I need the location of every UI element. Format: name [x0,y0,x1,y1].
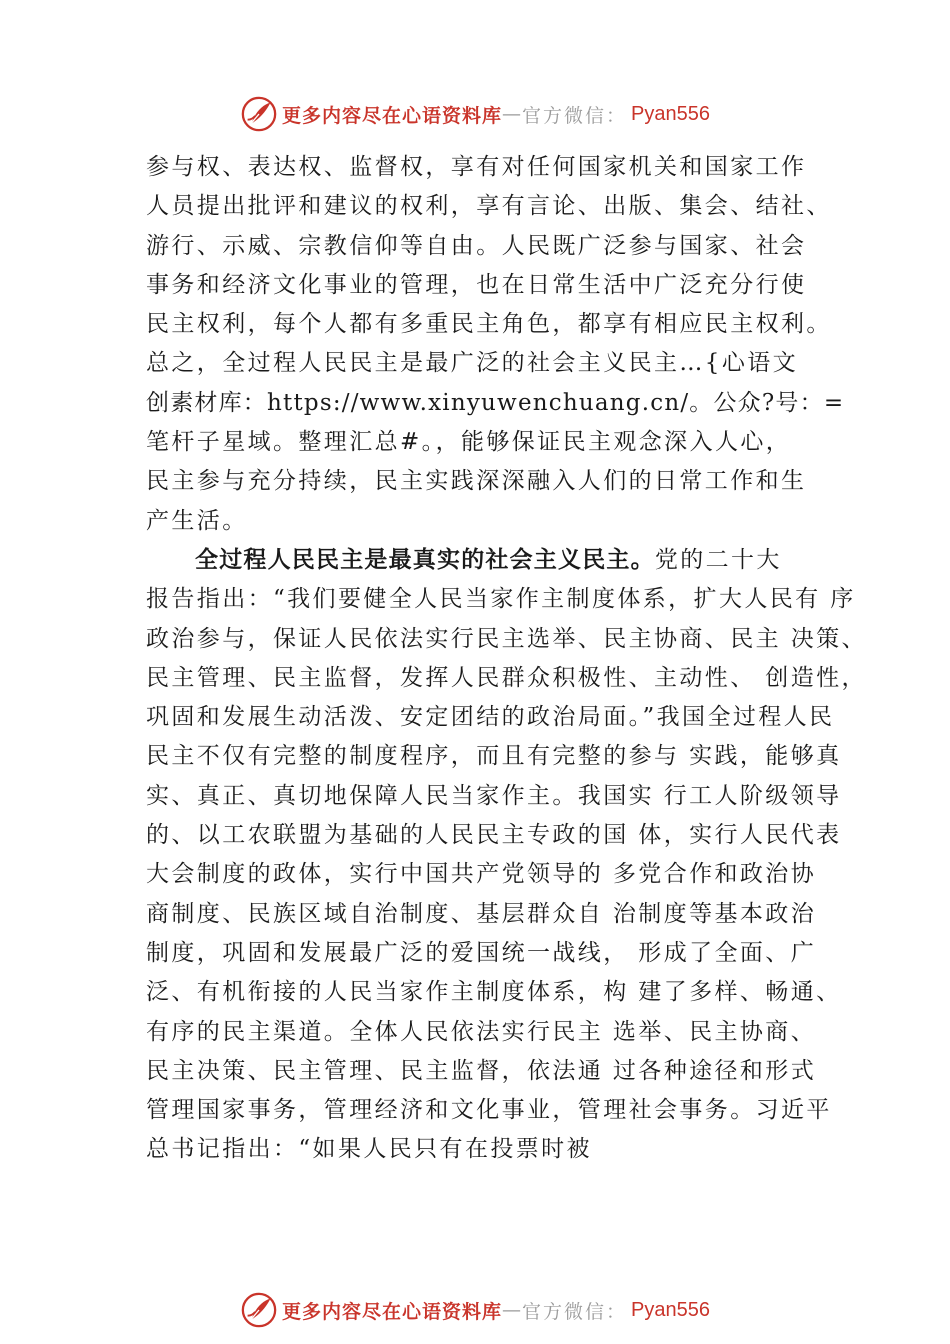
text-line: 游行、示威、宗教信仰等自由。人民既广泛参与国家、社会 [146,232,807,259]
text-line: 民主管理、民主监督，发挥人民群众积极性、主动性、 创造性， [146,664,867,691]
text-line: 总之，全过程人民民主是最广泛的社会主义民主…{心语文 [146,350,799,377]
text-line: 民主不仅有完整的制度程序，而且有完整的参与 实践，能够真 [146,743,842,770]
text-line: 泛、有机衔接的人民当家作主制度体系，构 建了多样、畅通、 [146,979,842,1006]
text-line: 总书记指出：“如果人民只有在投票时被 [146,1136,592,1163]
banner-wechat-id: Pyan556 [631,1298,710,1321]
banner-wechat-label: 官方微信： [522,104,628,127]
header-banner [0,92,950,136]
text-line: 大会制度的政体，实行中国共产党领导的 多党合作和政治协 [146,861,817,888]
text-line: 制度，巩固和发展最广泛的爱国统一战线， 形成了全面、广 [146,939,817,966]
text-line: 实、真正、真切地保障人民当家作主。我国实 行工人阶级领导 [146,782,842,809]
text-line: 民主权利，每个人都有多重民主角色，都享有相应民主权利。 [146,311,832,338]
banner-wechat-id: Pyan556 [631,102,710,125]
banner-wechat-label: 官方微信： [522,1300,628,1323]
text-line: 创素材库：https://www.xinyuwenchuang.cn/。公众?号：= [146,389,845,416]
paragraph-1 [146,148,846,541]
paragraph-heading: 全过程人民民主是最真实的社会主义民主。 [195,546,655,573]
banner-separator: — [502,103,523,125]
banner-separator: — [502,1299,523,1321]
text-line: 笔杆子星域。整理汇总#。，能够保证民主观念深入人心， [146,429,792,456]
text-line: 巩固和发展生动活泼、安定团结的政治局面。”我国全过程人民 [146,704,835,731]
text-span: 党的二十大 [654,546,782,573]
paragraph-2-first-line [146,541,846,580]
quill-feather-logo-icon [240,1291,278,1329]
text-line: 商制度、民族区域自治制度、基层群众自 治制度等基本政治 [146,900,817,927]
text-line: 民主参与充分持续，民主实践深深融入人们的日常工作和生 [146,468,807,495]
text-line: 参与权、表达权、监督权，享有对任何国家机关和国家工作 [146,154,807,180]
banner-title: 更多内容尽在心语资料库 [282,1300,503,1323]
text-line: 产生活。 [146,507,248,534]
document-body [146,148,867,1170]
text-line: 的、以工农联盟为基础的人民民主专政的国 体，实行人民代表 [146,822,842,849]
text-line: 有序的民主渠道。全体人民依法实行民主 选举、民主协商、 [146,1018,817,1045]
paragraph-2 [146,541,867,1170]
text-line: 人员提出批评和建议的权利，享有言论、出版、集会、结社、 [146,193,832,220]
text-line: 管理国家事务，管理经济和文化事业，管理社会事务。习近平 [146,1097,832,1124]
text-line: 报告指出：“我们要健全人民当家作主制度体系，扩大人民有 序 [146,586,856,613]
quill-feather-logo-icon [240,95,278,133]
footer-banner [0,1288,950,1332]
text-line: 民主决策、民主管理、民主监督，依法通 过各种途径和形式 [146,1057,817,1084]
text-line: 政治参与，保证人民依法实行民主选举、民主协商、民主 决策、 [146,625,867,652]
banner-title: 更多内容尽在心语资料库 [282,104,503,127]
text-line: 事务和经济文化事业的管理，也在日常生活中广泛充分行使 [146,271,807,298]
